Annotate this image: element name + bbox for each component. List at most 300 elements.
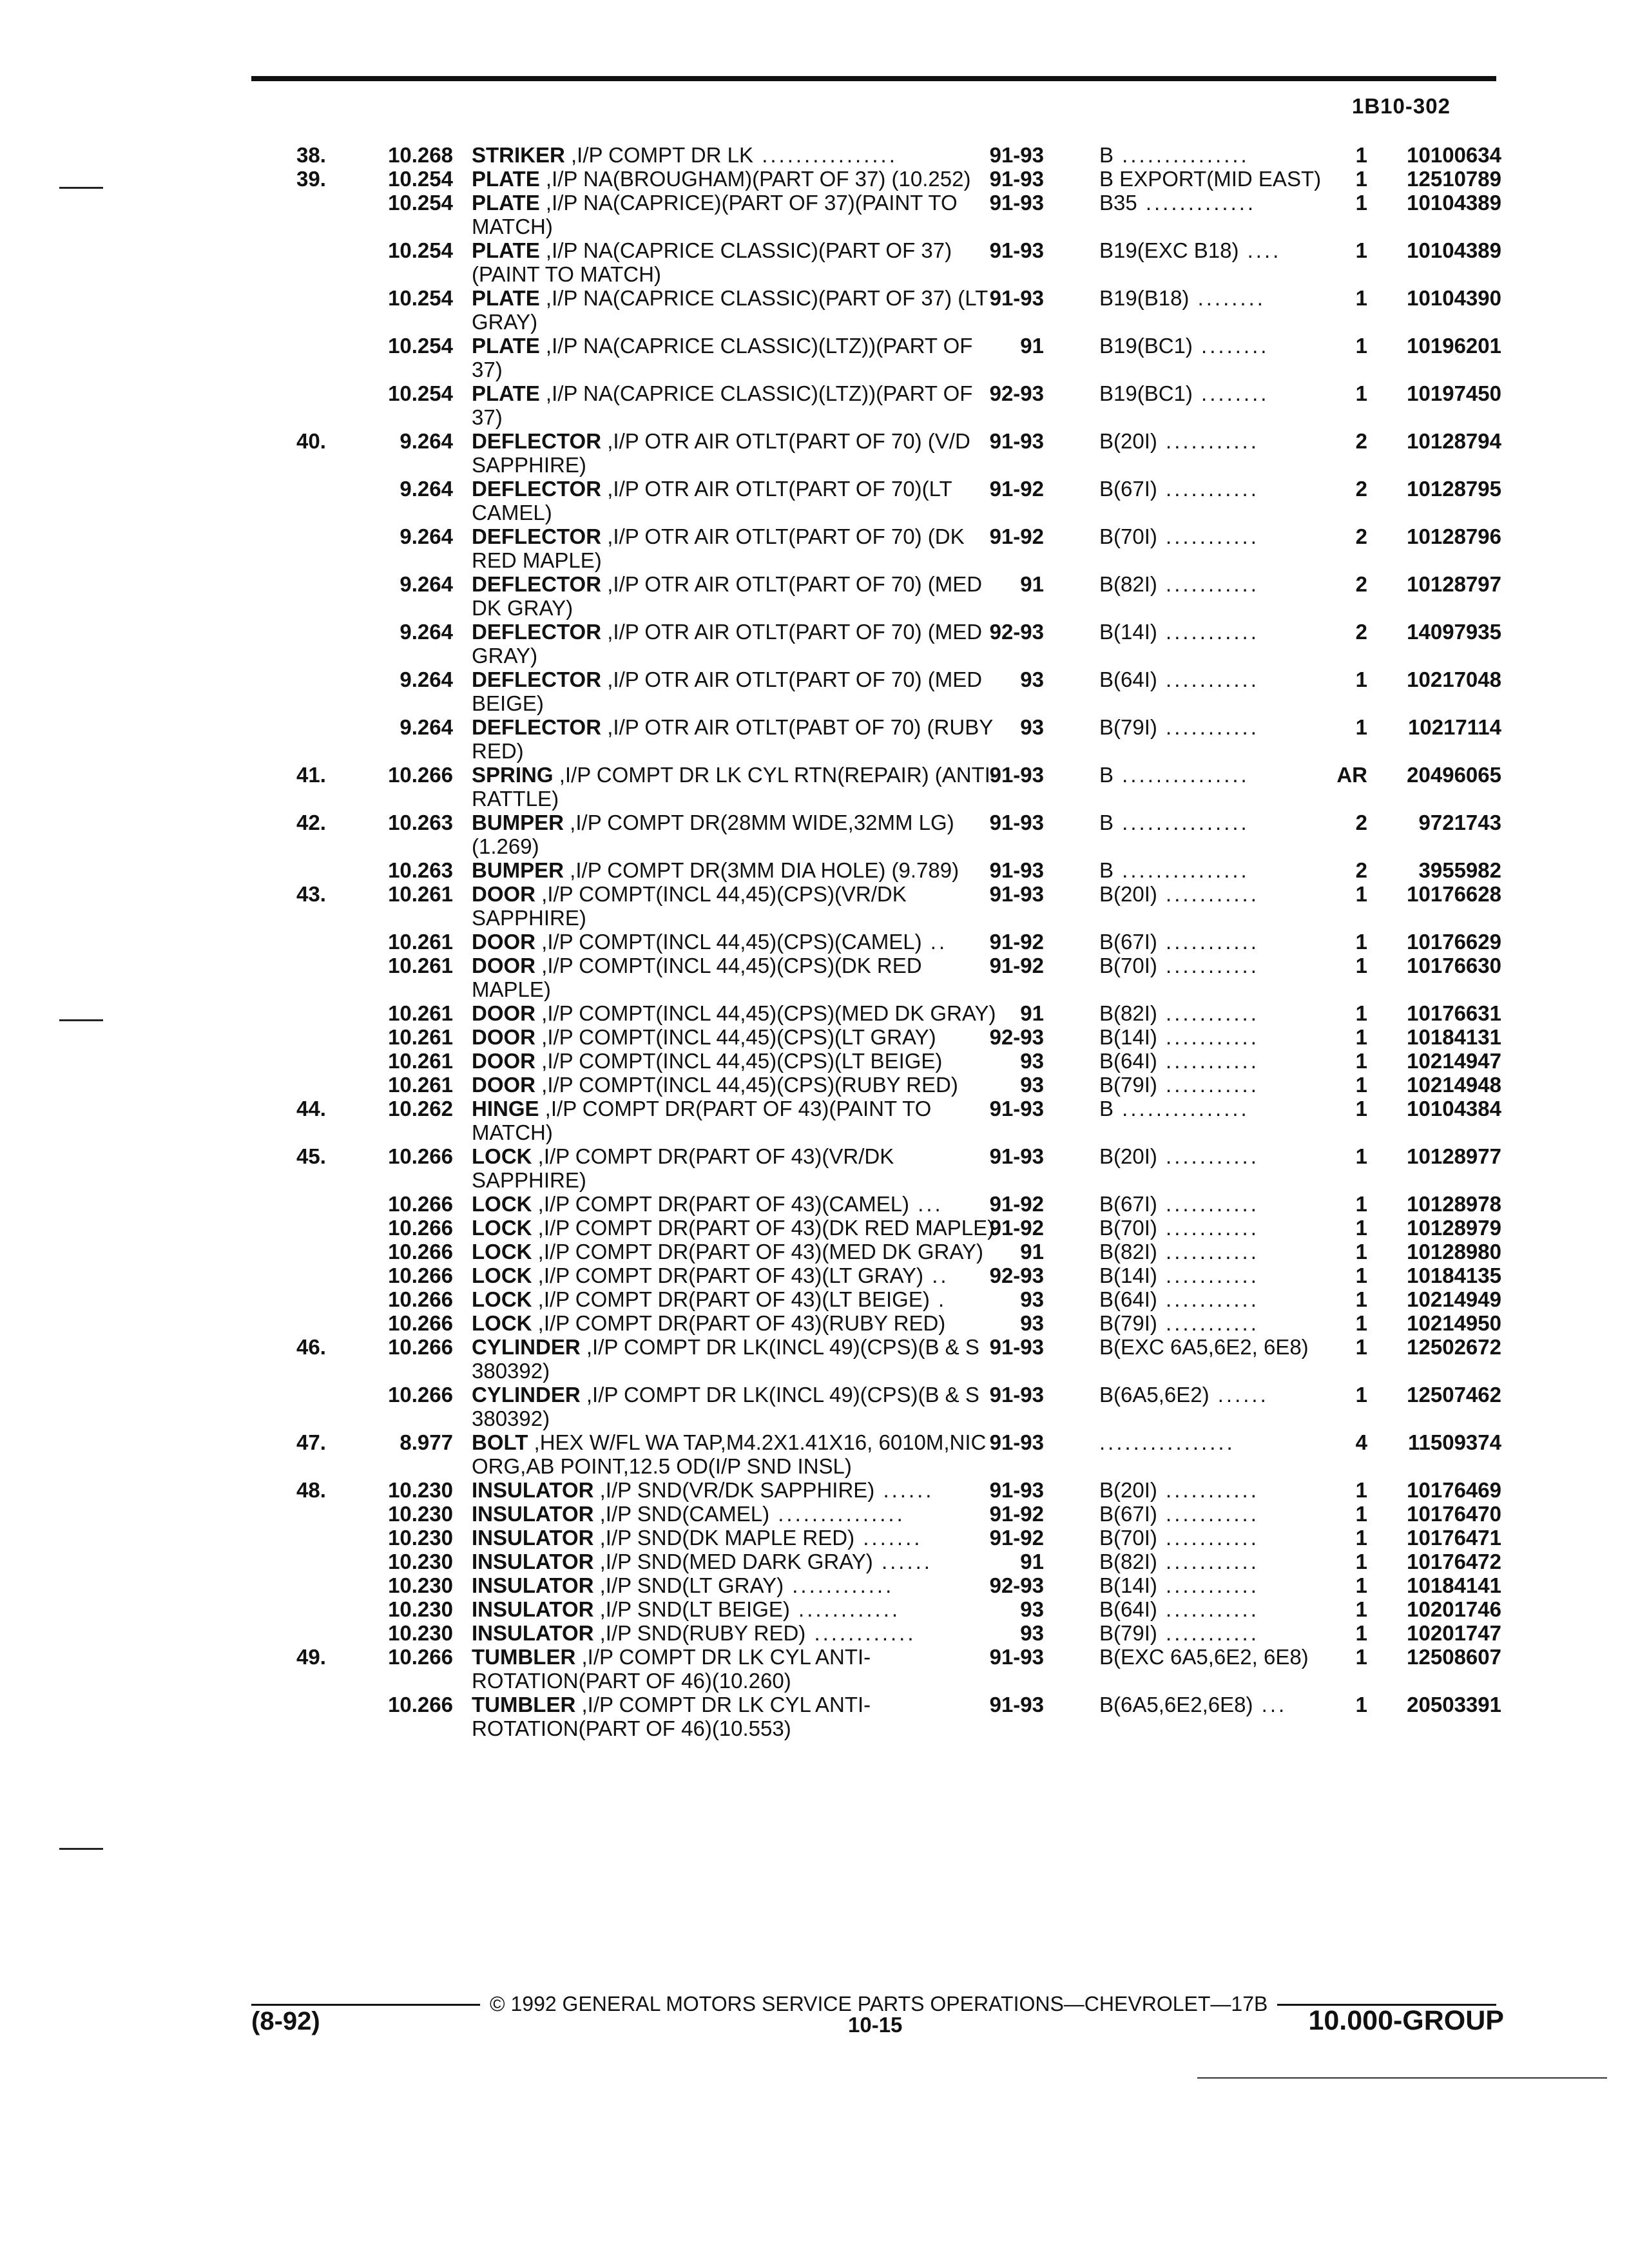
key-number: 38. [296,143,326,167]
scan-artifact-line [1197,2077,1607,2079]
part-detail: ,I/P OTR AIR OTLT(PABT OF 70) (RUBY RED) [472,715,993,763]
model-code: B(64I) [1099,668,1157,691]
part-description [472,167,1000,191]
part-name: INSULATOR [472,1526,594,1550]
part-name: LOCK [472,1311,532,1335]
quantity: 1 [1355,381,1367,405]
part-number: 14097935 [1407,620,1501,644]
parts-row [0,334,1629,381]
part-description [472,524,1000,572]
part-detail: ,I/P SND(VR/DK SAPPHIRE) [593,1478,875,1502]
leader-dots: .. [921,930,948,954]
parts-row [0,238,1629,286]
leader-dots: ............. [1137,191,1257,215]
part-name: PLATE [472,238,540,262]
key-number: 49. [296,1645,326,1669]
part-number: 10217114 [1407,715,1501,739]
model-application [1099,143,1322,167]
model-application [1099,1573,1322,1597]
model-application [1099,1216,1322,1240]
model-application [1099,1025,1322,1049]
parts-row [0,1430,1629,1478]
group-number: 9.264 [400,668,453,691]
part-detail: ,HEX W/FL WA TAP,M4.2X1.41X16, 6010M,NIC ORG,AB POINT,12.5 OD(I/P SND INSL) [472,1430,987,1478]
model-years: 92-93 [989,1025,1044,1049]
part-name: INSULATOR [472,1621,594,1645]
model-years: 91-93 [989,238,1044,262]
parts-row [0,620,1629,668]
model-years: 91-93 [989,286,1044,310]
group-number: 10.261 [388,954,453,977]
part-name: INSULATOR [472,1478,594,1502]
model-application [1099,572,1322,596]
part-number: 10128979 [1407,1216,1501,1240]
part-description [472,1502,1000,1526]
model-application [1099,1001,1322,1025]
parts-list [0,143,1629,1740]
key-number: 48. [296,1478,326,1502]
quantity: 1 [1355,882,1367,906]
part-name: CYLINDER [472,1383,581,1407]
leader-dots: ........... [1157,1311,1259,1335]
parts-row [0,1502,1629,1526]
model-years: 91-92 [989,1216,1044,1240]
quantity: 1 [1355,1502,1367,1526]
leader-dots: ............... [769,1502,905,1526]
footer-date: (8-92) [251,2007,320,2035]
part-detail: ,I/P SND(CAMEL) [593,1502,770,1526]
parts-row [0,954,1629,1001]
model-years: 93 [1020,1287,1044,1311]
group-number: 10.261 [388,1049,453,1073]
group-number: 10.266 [388,1335,453,1359]
group-number: 10.254 [388,167,453,191]
part-name: DEFLECTOR [472,715,602,739]
part-name: INSULATOR [472,1550,594,1573]
model-years: 91 [1020,572,1044,596]
leader-dots: ....... [854,1526,923,1550]
model-code: B(79I) [1099,1311,1157,1335]
parts-row [0,1216,1629,1240]
part-detail: ,I/P COMPT DR LK [564,143,754,167]
model-code: B [1099,811,1114,834]
leader-dots: ........... [1157,1502,1259,1526]
part-number: 11509374 [1407,1430,1501,1454]
part-name: PLATE [472,167,540,191]
model-years: 91-93 [989,882,1044,906]
quantity: 2 [1355,811,1367,834]
model-years: 91-92 [989,524,1044,548]
footer-page-number: 10-15 [848,2013,903,2037]
model-years: 91 [1020,1001,1044,1025]
model-code: B [1099,143,1114,167]
part-number: 10128794 [1407,429,1501,453]
part-number: 10196201 [1407,334,1501,358]
group-number: 10.261 [388,930,453,954]
part-description [472,1264,1000,1287]
quantity: 1 [1355,1597,1367,1621]
part-number: 10176472 [1407,1550,1501,1573]
part-description [472,620,1000,668]
quantity: 1 [1355,1216,1367,1240]
group-number: 10.266 [388,1645,453,1669]
model-years: 91-93 [989,1693,1044,1716]
quantity: 1 [1355,334,1367,358]
group-number: 10.268 [388,143,453,167]
leader-dots: ........... [1157,668,1259,691]
model-application [1099,167,1322,191]
part-number: 10128797 [1407,572,1501,596]
leader-dots: ... [909,1192,943,1216]
model-code: B(70I) [1099,1216,1157,1240]
part-description [472,715,1000,763]
model-years: 92-93 [989,381,1044,405]
model-application [1099,1240,1322,1264]
parts-row [0,286,1629,334]
model-application [1099,1264,1322,1287]
leader-dots: ........... [1157,1550,1259,1573]
parts-row [0,143,1629,167]
part-description [472,429,1000,477]
model-code: B(20I) [1099,1144,1157,1168]
model-application [1099,811,1322,834]
part-detail: ,I/P COMPT(INCL 44,45)(CPS)(LT BEIGE) [535,1049,943,1073]
part-detail: ,I/P COMPT(INCL 44,45)(CPS)(CAMEL) [535,930,922,954]
model-code: B(EXC 6A5,6E2, 6E8) [1099,1335,1309,1359]
quantity: 1 [1355,238,1367,262]
margin-mark [59,1848,103,1850]
model-application [1099,1311,1322,1335]
model-application [1099,668,1322,691]
model-code: B(79I) [1099,1073,1157,1097]
group-number: 9.264 [400,715,453,739]
leader-dots: ........... [1157,1573,1259,1597]
model-code: B EXPORT(MID EAST) [1099,167,1322,191]
model-years: 91-93 [989,1335,1044,1359]
part-number: 10184135 [1407,1264,1501,1287]
parts-row [0,1335,1629,1383]
part-detail: ,I/P COMPT DR(PART OF 43)(PAINT TO MATCH) [472,1097,932,1144]
key-number: 39. [296,167,326,191]
part-description [472,1478,1000,1502]
quantity: 1 [1355,930,1367,954]
part-detail: ,I/P SND(LT GRAY) [593,1573,784,1597]
leader-dots: ........... [1157,1025,1259,1049]
model-application [1099,1383,1322,1407]
model-code: B(20I) [1099,882,1157,906]
model-application [1099,238,1322,262]
leader-dots: ........... [1157,1597,1259,1621]
key-number: 43. [296,882,326,906]
model-code: B(82I) [1099,1240,1157,1264]
part-description [472,954,1000,1001]
part-name: LOCK [472,1264,532,1287]
part-description [472,811,1000,858]
quantity: 1 [1355,1621,1367,1645]
part-detail: ,I/P COMPT DR(PART OF 43)(VR/DK SAPPHIRE) [472,1144,894,1192]
model-application [1099,1049,1322,1073]
part-number: 12508607 [1407,1645,1501,1669]
model-application [1099,524,1322,548]
group-number: 10.230 [388,1526,453,1550]
leader-dots: ............... [1113,143,1249,167]
model-years: 91 [1020,1550,1044,1573]
leader-dots: ...... [874,1478,934,1502]
parts-row [0,715,1629,763]
parts-row [0,1144,1629,1192]
part-detail: ,I/P NA(BROUGHAM)(PART OF 37) (10.252) [539,167,971,191]
part-description [472,477,1000,524]
part-name: PLATE [472,381,540,405]
footer-rule-left [251,2004,480,2006]
parts-row [0,1597,1629,1621]
group-number: 9.264 [400,620,453,644]
quantity: 1 [1355,167,1367,191]
model-years: 93 [1020,1621,1044,1645]
part-name: INSULATOR [472,1597,594,1621]
part-detail: ,I/P COMPT(INCL 44,45)(CPS)(DK RED MAPLE) [472,954,922,1001]
model-application [1099,882,1322,906]
part-detail: ,I/P COMPT DR(PART OF 43)(LT BEIGE) [532,1287,930,1311]
model-code: B(67I) [1099,1502,1157,1526]
group-number: 9.264 [400,429,453,453]
model-code: B(14I) [1099,1573,1157,1597]
parts-row [0,191,1629,238]
part-number: 20503391 [1407,1693,1501,1716]
model-code: B19(EXC B18) [1099,238,1239,262]
footer-copyright: © 1992 GENERAL MOTORS SERVICE PARTS OPERATIONS—CHEVROLET—17B [490,1992,1268,2015]
model-code: B(67I) [1099,930,1157,954]
part-detail: ,I/P COMPT DR LK(INCL 49)(CPS)(B & S 380392) [472,1383,979,1430]
group-number: 9.264 [400,524,453,548]
parts-row [0,1693,1629,1740]
part-detail: ,I/P COMPT DR(PART OF 43)(MED DK GRAY) [532,1240,983,1264]
leader-dots: ........... [1157,1621,1259,1645]
group-number: 10.266 [388,1693,453,1716]
part-number: 10128980 [1407,1240,1501,1264]
top-rule [251,76,1496,81]
parts-row [0,1383,1629,1430]
model-application [1099,1502,1322,1526]
quantity: 1 [1355,1240,1367,1264]
part-detail: ,I/P COMPT DR LK CYL ANTI-ROTATION(PART OF 46)(10.553) [472,1693,871,1740]
part-detail: ,I/P NA(CAPRICE CLASSIC)(PART OF 37) (PAINT TO MATCH) [472,238,952,286]
model-years: 93 [1020,1597,1044,1621]
part-detail: ,I/P COMPT DR LK CYL ANTI-ROTATION(PART OF 46)(10.260) [472,1645,871,1693]
part-name: DEFLECTOR [472,668,602,691]
key-number: 47. [296,1430,326,1454]
part-detail: ,I/P COMPT DR(3MM DIA HOLE) (9.789) [564,858,959,882]
model-application [1099,1478,1322,1502]
part-number: 10214948 [1407,1073,1501,1097]
quantity: 1 [1355,286,1367,310]
part-number: 20496065 [1407,763,1501,787]
part-number: 10128796 [1407,524,1501,548]
group-number: 10.254 [388,191,453,215]
model-years: 91-93 [989,191,1044,215]
parts-row [0,811,1629,858]
model-application [1099,1693,1322,1716]
parts-row [0,524,1629,572]
part-number: 12507462 [1407,1383,1501,1407]
part-detail: ,I/P OTR AIR OTLT(PART OF 70)(LT CAMEL) [472,477,952,524]
model-years: 91-93 [989,1383,1044,1407]
part-description [472,882,1000,930]
quantity: 1 [1355,1192,1367,1216]
leader-dots: ........... [1157,715,1259,739]
quantity: 2 [1355,572,1367,596]
leader-dots: ........ [1192,334,1269,358]
part-name: INSULATOR [472,1502,594,1526]
parts-row [0,763,1629,811]
model-years: 91-93 [989,858,1044,882]
model-years: 91-93 [989,1430,1044,1454]
part-number: 10128977 [1407,1144,1501,1168]
part-description [472,191,1000,238]
group-number: 9.264 [400,572,453,596]
leader-dots: .... [1239,238,1282,262]
part-name: BOLT [472,1430,528,1454]
key-number: 44. [296,1097,326,1120]
quantity: 4 [1355,1430,1367,1454]
parts-row [0,1645,1629,1693]
leader-dots: ........... [1157,477,1259,501]
page-id: 1B10-302 [1352,94,1451,118]
leader-dots: ........... [1157,429,1259,453]
key-number: 46. [296,1335,326,1359]
part-description [472,1240,1000,1264]
part-number: 3955982 [1418,858,1501,882]
part-detail: ,I/P SND(MED DARK GRAY) [593,1550,873,1573]
leader-dots: ...... [1209,1383,1269,1407]
group-number: 10.266 [388,1144,453,1168]
part-name: DOOR [472,1025,535,1049]
part-name: CYLINDER [472,1335,581,1359]
part-description [472,1335,1000,1383]
parts-row [0,477,1629,524]
model-years: 93 [1020,668,1044,691]
quantity: 2 [1355,620,1367,644]
model-years: 92-93 [989,1264,1044,1287]
parts-row [0,930,1629,954]
leader-dots: ........... [1157,1240,1259,1264]
part-number: 10201746 [1407,1597,1501,1621]
part-name: PLATE [472,191,540,215]
model-code: B(14I) [1099,620,1157,644]
part-name: STRIKER [472,143,565,167]
quantity: 2 [1355,858,1367,882]
group-number: 10.254 [388,381,453,405]
part-detail: ,I/P OTR AIR OTLT(PART OF 70) (MED BEIGE) [472,668,983,715]
group-number: 10.230 [388,1621,453,1645]
part-number: 10176630 [1407,954,1501,977]
quantity: 2 [1355,477,1367,501]
group-number: 10.254 [388,286,453,310]
group-number: 10.266 [388,1264,453,1287]
model-code: B19(B18) [1099,286,1190,310]
model-code: B(82I) [1099,1001,1157,1025]
leader-dots: ........ [1192,381,1269,405]
model-application [1099,191,1322,215]
part-detail: ,I/P NA(CAPRICE CLASSIC)(LTZ))(PART OF 37) [472,334,973,381]
model-application [1099,1287,1322,1311]
model-code: B(64I) [1099,1597,1157,1621]
parts-row [0,1025,1629,1049]
leader-dots: ........ [1189,286,1266,310]
part-description [472,572,1000,620]
part-number: 10184131 [1407,1025,1501,1049]
model-code: B [1099,763,1114,787]
leader-dots: ........... [1157,1526,1259,1550]
part-number: 10217048 [1407,668,1501,691]
part-number: 10104389 [1407,191,1501,215]
quantity: 1 [1355,1073,1367,1097]
model-years: 91-93 [989,1097,1044,1120]
parts-row [0,1049,1629,1073]
group-number: 10.266 [388,1192,453,1216]
quantity: 1 [1355,1550,1367,1573]
part-description [472,1597,1000,1621]
part-number: 10176470 [1407,1502,1501,1526]
part-name: LOCK [472,1240,532,1264]
leader-dots: ........... [1157,1264,1259,1287]
group-number: 10.263 [388,811,453,834]
model-code: B35 [1099,191,1137,215]
part-detail: ,I/P COMPT(INCL 44,45)(CPS)(RUBY RED) [535,1073,958,1097]
model-application [1099,334,1322,358]
part-description [472,668,1000,715]
quantity: 2 [1355,429,1367,453]
part-detail: ,I/P NA(CAPRICE)(PART OF 37)(PAINT TO MATCH) [472,191,958,238]
group-number: 10.261 [388,1001,453,1025]
quantity: 1 [1355,191,1367,215]
model-years: 91-92 [989,1502,1044,1526]
part-number: 12502672 [1407,1335,1501,1359]
group-number: 10.266 [388,1287,453,1311]
part-number: 10176471 [1407,1526,1501,1550]
model-code: B [1099,1097,1114,1120]
quantity: 1 [1355,143,1367,167]
part-number: 12510789 [1407,167,1501,191]
group-number: 10.261 [388,1073,453,1097]
model-application [1099,381,1322,405]
part-description [472,1144,1000,1192]
part-detail: ,I/P COMPT DR LK CYL RTN(REPAIR) (ANTI-RATTLE) [472,763,998,811]
leader-dots: ........... [1157,930,1259,954]
part-description [472,1311,1000,1335]
key-number: 42. [296,811,326,834]
model-years: 91-93 [989,429,1044,453]
group-number: 10.266 [388,1383,453,1407]
model-years: 93 [1020,715,1044,739]
leader-dots: . [929,1287,947,1311]
group-number: 10.230 [388,1478,453,1502]
group-number: 10.266 [388,763,453,787]
leader-dots: ........... [1157,572,1259,596]
part-name: DEFLECTOR [472,620,602,644]
quantity: 1 [1355,1025,1367,1049]
leader-dots: ........... [1157,954,1259,977]
leader-dots: ................ [753,143,898,167]
part-description [472,1192,1000,1216]
group-number: 10.262 [388,1097,453,1120]
parts-row [0,1097,1629,1144]
model-code: B(20I) [1099,429,1157,453]
model-years: 93 [1020,1073,1044,1097]
part-detail: ,I/P COMPT DR(PART OF 43)(DK RED MAPLE) [532,1216,995,1240]
quantity: 1 [1355,1311,1367,1335]
part-name: LOCK [472,1287,532,1311]
